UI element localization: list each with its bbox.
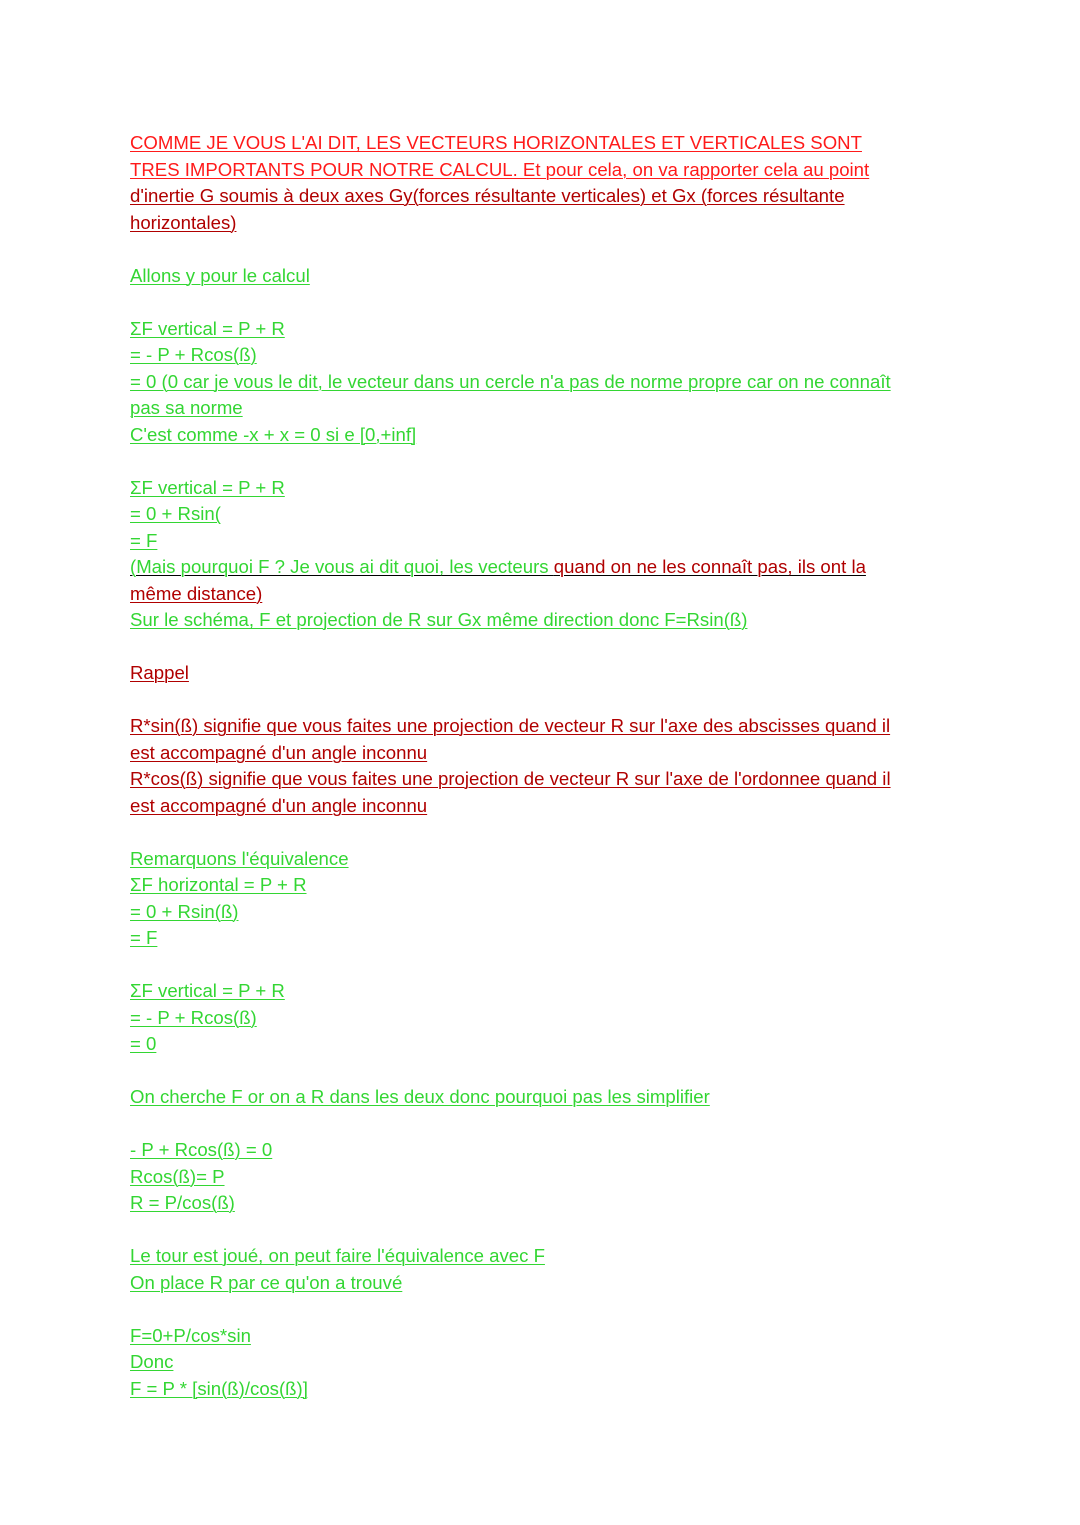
rappel-line: R*cos(ß) signifie que vous faites une projection de vecteur R sur l'axe de l'ordonnee quand il [130, 768, 891, 789]
calc-line: = - P + Rcos(ß) [130, 1006, 257, 1028]
calc-line: = 0 (0 car je vous le dit, le vecteur dans un cercle n'a pas de norme propre car on ne connaît [130, 370, 891, 392]
calc-line: = 0 + Rsin( [130, 503, 221, 524]
rappel-line: R*sin(ß) signifie que vous faites une projection de vecteur R sur l'axe des abscisses quand il [130, 715, 891, 736]
rappel-paragraph [130, 713, 960, 819]
solve-block [130, 1137, 960, 1217]
equivalence-line: ΣF horizontal = P + R [130, 874, 307, 895]
rappel-line: est accompagné d'un angle inconnu [130, 741, 428, 763]
vertical-calc-3 [130, 978, 960, 1058]
calc-line: ΣF vertical = P + R [130, 476, 285, 498]
cherche-line: On cherche F or on a R dans les deux donc pourquoi pas les simplifier [130, 1086, 710, 1107]
final-block [130, 1323, 960, 1403]
calc-line: ΣF vertical = P + R [130, 317, 285, 339]
vertical-calc-1 [130, 316, 960, 449]
calc-line: = F [130, 529, 158, 551]
calc-line: = - P + Rcos(ß) [130, 344, 257, 365]
intro-line: COMME JE VOUS L'AI DIT, LES VECTEURS HORIZONTALES ET VERTICALES SONT [130, 132, 862, 153]
final-line: F=0+P/cos*sin [130, 1324, 251, 1346]
solve-line: - P + Rcos(ß) = 0 [130, 1139, 273, 1160]
calc-line: = 0 [130, 1033, 157, 1054]
final-line: Donc [130, 1351, 174, 1372]
intro-line [130, 157, 960, 184]
intro-line: d'inertie G soumis à deux axes Gy(forces résultante verticales) et Gx (forces résultante [130, 185, 845, 206]
question-green-text: (Mais pourquoi F ? Je vous ai dit quoi, les vecteurs [130, 556, 554, 577]
solve-line: Rcos(ß)= P [130, 1165, 225, 1187]
intro-line-text: TRES IMPORTANTS POUR NOTRE CALCUL. Et pour cela, on va rapporter cela au point [130, 158, 870, 180]
tour-line: Le tour est joué, on peut faire l'équivalence avec F [130, 1245, 545, 1266]
final-line: F = P * [sin(ß)/cos(ß)] [130, 1377, 308, 1399]
equivalence-line: = 0 + Rsin(ß) [130, 900, 239, 922]
equivalence-line: Remarquons l'équivalence [130, 847, 349, 869]
calc-line: C'est comme -x + x = 0 si e [0,+inf] [130, 423, 417, 445]
solve-line: R = P/cos(ß) [130, 1192, 235, 1213]
question-dark-text: quand on ne les connaît pas, ils ont la [553, 556, 866, 577]
calc-line: pas sa norme [130, 397, 243, 418]
tour-line: On place R par ce qu'on a trouvé [130, 1271, 403, 1293]
allons-line: Allons y pour le calcul [130, 264, 310, 286]
allons-paragraph [130, 263, 960, 290]
equivalence-line: = F [130, 927, 158, 948]
calc-line: ΣF vertical = P + R [130, 980, 285, 1001]
rappel-line: est accompagné d'un angle inconnu [130, 794, 428, 816]
intro-line: horizontales) [130, 211, 237, 233]
vertical-calc-2 [130, 475, 960, 634]
schema-line: Sur le schéma, F et projection de R sur Gx même direction donc F=Rsin(ß) [130, 609, 748, 630]
tour-block [130, 1243, 960, 1296]
question-line [130, 554, 960, 581]
rappel-title-block [130, 660, 960, 687]
cherche-block [130, 1084, 960, 1111]
rappel-title: Rappel [130, 662, 189, 683]
intro-paragraph [130, 130, 960, 236]
question-cont-line: même distance) [130, 582, 263, 604]
equivalence-block [130, 846, 960, 952]
document-page [130, 130, 960, 1429]
